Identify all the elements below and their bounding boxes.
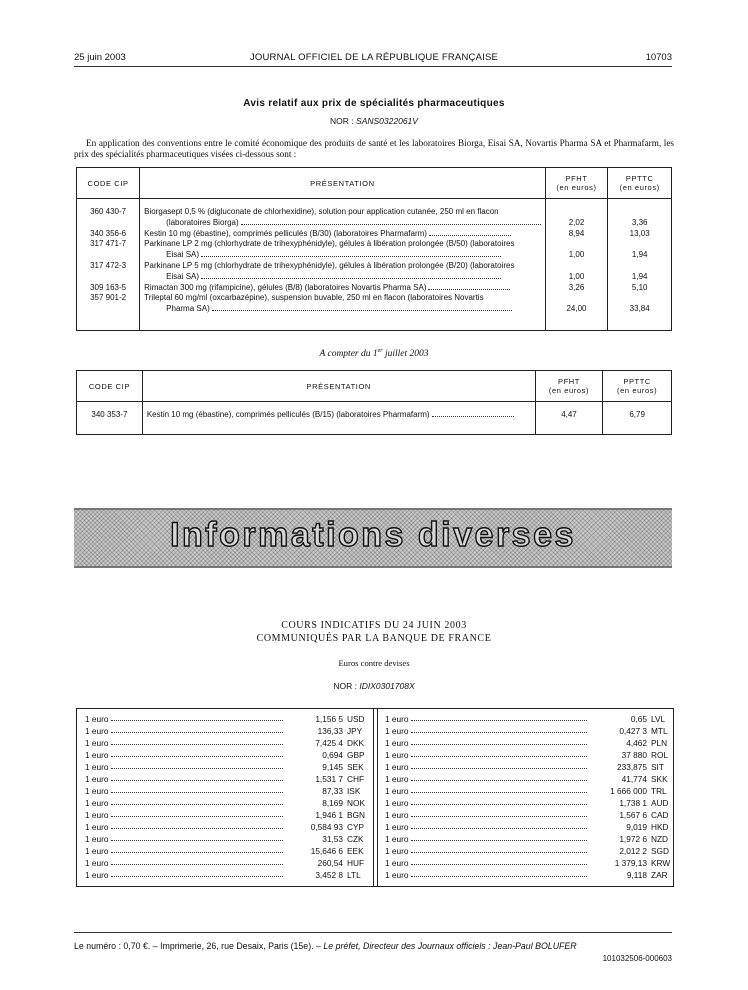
rate-unit-label: 1 euro xyxy=(85,858,109,868)
currency-code: EEK xyxy=(347,846,364,856)
footer-director: Le préfet, Directeur des Journaux officiels : Jean-Paul BOLUFER xyxy=(323,941,577,951)
presentation-line: (laboratoires Biorga) xyxy=(144,218,540,229)
nor-value: SANS0322061V xyxy=(356,116,418,126)
presentation-line: Eisai SA) xyxy=(144,250,540,261)
rate-value: 0,584 93 xyxy=(310,822,343,832)
rate-unit-label: 1 euro xyxy=(385,750,409,760)
rate-row xyxy=(377,833,673,845)
currency-code: USD xyxy=(347,714,365,724)
rate-value: 9,118 xyxy=(626,870,647,880)
currency-code: SEK xyxy=(347,762,364,772)
header-pfht: PFHT (en euros) xyxy=(535,371,603,402)
rate-row xyxy=(377,857,673,869)
dot-leader xyxy=(411,840,587,841)
column-divider xyxy=(373,709,374,886)
dot-leader xyxy=(411,876,587,877)
spacer xyxy=(612,293,667,304)
nor-label: NOR : xyxy=(333,681,357,691)
cip-code-text: 317 471-7 xyxy=(90,239,127,249)
header-presentation: PRÉSENTATION xyxy=(140,168,545,199)
footer-rule xyxy=(74,932,672,933)
pfht-value: 1,00 xyxy=(568,250,585,260)
presentation-line: Parkinane LP 2 mg (chlorhydrate de trihexyphénidyle), gélules à libération prolongée (B/50) (laboratoires xyxy=(144,239,515,249)
header-ppttc: PPTTC (en euros) xyxy=(608,168,672,199)
rate-value: 9,019 xyxy=(626,822,647,832)
rate-value: 4,462 xyxy=(626,738,647,748)
header-code-cip: CODE CIP xyxy=(77,168,140,199)
cip-code-text: 340 356-6 xyxy=(90,228,127,238)
presentation-line: Trileptal 60 mg/ml (oxcarbazépine), suspension buvable, 250 ml en flacon (laboratoires Novartis xyxy=(144,293,484,303)
rate-unit-label: 1 euro xyxy=(385,714,409,724)
rate-value: 260,54 xyxy=(317,858,343,868)
cip-code-text: 309 163-5 xyxy=(90,282,127,292)
dot-leader xyxy=(201,272,501,279)
rate-row xyxy=(77,725,373,737)
dot-leader xyxy=(111,792,283,793)
rate-row xyxy=(77,773,373,785)
presentation-entry xyxy=(144,283,540,294)
rate-value: 15,646 6 xyxy=(310,846,343,856)
ppttc-value: 5,10 xyxy=(631,282,648,292)
dot-leader xyxy=(111,804,283,805)
dot-leader xyxy=(241,218,541,225)
cip-code xyxy=(81,229,135,240)
header-code-cip: CODE CIP xyxy=(77,371,143,402)
rate-row xyxy=(77,797,373,809)
cip-code xyxy=(81,261,135,283)
rate-unit-label: 1 euro xyxy=(85,714,109,724)
rate-value: 1,156 5 xyxy=(315,714,343,724)
dot-leader xyxy=(111,864,283,865)
currency-code: HUF xyxy=(347,858,365,868)
rate-value: 1,531 7 xyxy=(315,774,343,784)
rate-row xyxy=(377,797,673,809)
dot-leader xyxy=(111,876,283,877)
dot-leader xyxy=(111,780,283,781)
dot-leader xyxy=(411,780,587,781)
rate-row xyxy=(377,785,673,797)
dot-leader xyxy=(411,828,587,829)
presentation-line: Biorgasept 0,5 % (digluconate de chlorhexidine), solution pour application cutanée, 250 ml en flacon xyxy=(144,207,499,216)
dot-leader xyxy=(111,744,283,745)
rate-value: 0,427 3 xyxy=(619,726,647,736)
rate-row xyxy=(377,749,673,761)
header-rule xyxy=(74,66,672,67)
price-table-2 xyxy=(76,370,672,435)
notice-nor xyxy=(0,116,748,126)
currency-code: LVL xyxy=(651,714,666,724)
currency-code: CAD xyxy=(651,810,669,820)
ppttc-value: 1,94 xyxy=(631,250,648,260)
rate-row xyxy=(77,749,373,761)
currency-code: GBP xyxy=(347,750,365,760)
presentations-cell xyxy=(142,402,535,435)
page-number: 10703 xyxy=(645,52,672,63)
cip-code-text: 357 901-2 xyxy=(90,293,127,303)
presentation-entry xyxy=(144,207,540,229)
rate-unit-label: 1 euro xyxy=(85,762,109,772)
rate-unit-label: 1 euro xyxy=(385,786,409,796)
nor-label: NOR : xyxy=(330,116,354,126)
cours-title-2: COMMUNIQUÉS PAR LA BANQUE DE FRANCE xyxy=(256,633,492,644)
dot-leader xyxy=(411,864,587,865)
rate-value: 233,875 xyxy=(617,762,647,772)
ppttc-value: 33,84 xyxy=(629,304,650,314)
rates-left-column xyxy=(77,713,373,881)
dot-leader xyxy=(411,816,587,817)
presentation-line: Rimactan 300 mg (rifampicine), gélules (B/8) (laboratoires Novartis Pharma SA) xyxy=(144,283,540,294)
presentation-line: Pharma SA) xyxy=(144,304,540,315)
rate-row xyxy=(77,809,373,821)
dot-leader xyxy=(428,283,510,290)
spacer xyxy=(612,239,667,250)
rate-row xyxy=(377,809,673,821)
currency-code: SKK xyxy=(651,774,668,784)
rate-unit-label: 1 euro xyxy=(385,762,409,772)
rate-unit-label: 1 euro xyxy=(385,798,409,808)
ppttc-value: 6,79 xyxy=(629,410,645,419)
presentations-cell xyxy=(140,199,545,331)
rate-unit-label: 1 euro xyxy=(385,810,409,820)
footer-price: Le numéro : 0,70 €. – Imprimerie, 26, rue Desaix, Paris (15e). – xyxy=(74,941,321,951)
rate-value: 8,169 xyxy=(322,798,343,808)
footer-reference: 101032506-000603 xyxy=(602,954,672,963)
cip-code xyxy=(81,207,135,229)
rate-value: 1,972 6 xyxy=(619,834,647,844)
rate-row xyxy=(377,761,673,773)
price-table-1 xyxy=(76,167,672,331)
rate-row xyxy=(377,869,673,881)
rate-unit-label: 1 euro xyxy=(85,834,109,844)
rate-row xyxy=(77,833,373,845)
rate-unit-label: 1 euro xyxy=(385,774,409,784)
rate-value: 1 379,13 xyxy=(614,858,647,868)
rate-value: 1 666 000 xyxy=(610,786,647,796)
dot-leader xyxy=(111,816,283,817)
presentation-line: Kestin 10 mg (ébastine), comprimés pelliculés (B/30) (laboratoires Pharmafarm) xyxy=(144,229,540,240)
cours-title-1: COURS INDICATIFS DU 24 JUIN 2003 xyxy=(281,620,467,631)
currency-code: SGD xyxy=(651,846,669,856)
currency-code: NOK xyxy=(347,798,365,808)
rate-row xyxy=(377,845,673,857)
cip-code xyxy=(81,410,138,421)
currency-code: CHF xyxy=(347,774,365,784)
dot-leader xyxy=(411,792,587,793)
spacer xyxy=(550,261,604,272)
cours-nor xyxy=(0,681,748,691)
header-pfht: PFHT (en euros) xyxy=(545,168,608,199)
dot-leader xyxy=(411,852,587,853)
currency-code: ZAR xyxy=(651,870,668,880)
currency-code: BGN xyxy=(347,810,365,820)
notice-intro: En application des conventions entre le comité économique des produits de santé et les laboratoires Biorga, Eisai SA, Novartis Pharma SA et Pharmafarm, les prix des spécialités pharmaceutiques visées ci-dessous sont : xyxy=(74,138,674,159)
pfht-value: 1,00 xyxy=(568,271,585,281)
dot-leader xyxy=(411,720,587,721)
rate-unit-label: 1 euro xyxy=(85,822,109,832)
dot-leader xyxy=(111,732,283,733)
cip-code xyxy=(81,283,135,294)
rate-unit-label: 1 euro xyxy=(85,726,109,736)
currency-code: JPY xyxy=(347,726,363,736)
rate-value: 9,145 xyxy=(322,762,343,772)
dot-leader xyxy=(111,756,283,757)
nor-value: IDIX0301708X xyxy=(359,681,415,691)
presentation-entry xyxy=(144,229,540,240)
rate-unit-label: 1 euro xyxy=(85,774,109,784)
rate-row xyxy=(77,869,373,881)
rate-value: 1,738 1 xyxy=(619,798,647,808)
rate-value: 7,425 4 xyxy=(315,738,343,748)
codes-cell xyxy=(77,402,143,435)
dot-leader xyxy=(411,768,587,769)
section-subtitle: A compter du 1er juillet 2003 xyxy=(319,348,429,360)
rate-unit-label: 1 euro xyxy=(85,810,109,820)
notice-title: Avis relatif aux prix de spécialités pharmaceutiques xyxy=(243,98,505,109)
rate-unit-label: 1 euro xyxy=(85,738,109,748)
spacer xyxy=(81,250,135,261)
spacer xyxy=(612,207,667,218)
presentation-entry xyxy=(144,261,540,283)
dot-leader xyxy=(212,304,512,311)
currency-code: AUD xyxy=(651,798,669,808)
rate-value: 136,33 xyxy=(317,726,343,736)
currency-code: SIT xyxy=(651,762,664,772)
currency-code: TRL xyxy=(651,786,667,796)
currency-code: ROL xyxy=(651,750,669,760)
currency-code: CYP xyxy=(347,822,365,832)
presentation-line: Eisai SA) xyxy=(144,272,540,283)
presentation-line: Kestin 10 mg (ébastine), comprimés pelliculés (B/15) (laboratoires Pharmafarm) xyxy=(147,410,531,421)
dot-leader xyxy=(432,410,514,417)
spacer xyxy=(612,261,667,272)
rate-row xyxy=(377,737,673,749)
header-ppttc: PPTTC (en euros) xyxy=(603,371,672,402)
spacer xyxy=(81,218,135,229)
rate-value: 37 880 xyxy=(621,750,647,760)
rate-row xyxy=(77,821,373,833)
rate-row xyxy=(77,785,373,797)
rate-value: 2,012 2 xyxy=(619,846,647,856)
rate-value: 3,452 8 xyxy=(315,870,343,880)
currency-code: KRW xyxy=(651,858,671,868)
rate-unit-label: 1 euro xyxy=(85,786,109,796)
rate-value: 41,774 xyxy=(621,774,647,784)
dot-leader xyxy=(429,229,511,236)
pfht-cell xyxy=(535,402,603,435)
rate-row xyxy=(77,857,373,869)
dot-leader xyxy=(411,756,587,757)
ppttc-value: 1,94 xyxy=(631,271,648,281)
pfht-value: 4,47 xyxy=(561,410,577,419)
spacer xyxy=(550,293,604,304)
dot-leader xyxy=(111,720,283,721)
rate-unit-label: 1 euro xyxy=(385,822,409,832)
currency-code: MTL xyxy=(651,726,668,736)
rate-unit-label: 1 euro xyxy=(385,738,409,748)
currency-code: CZK xyxy=(347,834,364,844)
dot-leader xyxy=(411,804,587,805)
rate-unit-label: 1 euro xyxy=(385,834,409,844)
rate-value: 0,694 xyxy=(322,750,343,760)
rate-row xyxy=(77,845,373,857)
rate-value: 1,946 1 xyxy=(315,810,343,820)
rate-row xyxy=(77,713,373,725)
rate-unit-label: 1 euro xyxy=(385,846,409,856)
rate-row xyxy=(377,821,673,833)
rate-unit-label: 1 euro xyxy=(85,798,109,808)
currency-code: LTL xyxy=(347,870,361,880)
presentation-entry xyxy=(147,410,531,421)
section-banner xyxy=(74,508,672,568)
pfht-value: 8,94 xyxy=(568,228,585,238)
spacer xyxy=(550,207,604,218)
rate-unit-label: 1 euro xyxy=(385,858,409,868)
currency-code: DKK xyxy=(347,738,365,748)
rate-row xyxy=(377,725,673,737)
pfht-cell xyxy=(545,199,608,331)
spacer xyxy=(81,272,135,283)
rate-value: 87,33 xyxy=(322,786,343,796)
presentation-entry xyxy=(144,293,540,315)
ppttc-cell xyxy=(603,402,672,435)
cip-code-text: 340 353-7 xyxy=(91,410,128,419)
dot-leader xyxy=(111,768,283,769)
rate-row xyxy=(77,761,373,773)
rate-unit-label: 1 euro xyxy=(85,750,109,760)
rate-unit-label: 1 euro xyxy=(385,726,409,736)
pfht-value: 3,26 xyxy=(568,282,585,292)
spacer xyxy=(81,304,135,315)
presentation-line: Parkinane LP 5 mg (chlorhydrate de trihexyphénidyle), gélules à libération prolongée (B/20) (laboratoires xyxy=(144,260,515,270)
header-presentation: PRÉSENTATION xyxy=(142,371,535,402)
currency-code: HKD xyxy=(651,822,669,832)
rate-unit-label: 1 euro xyxy=(85,846,109,856)
footer-imprint xyxy=(74,941,672,951)
cip-code-text: 317 472-3 xyxy=(90,260,127,270)
dot-leader xyxy=(111,852,283,853)
dot-leader xyxy=(411,732,587,733)
rate-value: 31,53 xyxy=(322,834,343,844)
journal-title: JOURNAL OFFICIEL DE LA RÉPUBLIQUE FRANÇAISE xyxy=(249,52,499,63)
presentation-entry xyxy=(144,239,540,261)
rate-row xyxy=(377,713,673,725)
ppttc-value: 13,03 xyxy=(629,228,650,238)
dot-leader xyxy=(111,828,283,829)
ppttc-value: 3,36 xyxy=(631,217,648,227)
rate-value: 1,567 6 xyxy=(619,810,647,820)
ppttc-cell xyxy=(608,199,672,331)
rate-unit-label: 1 euro xyxy=(385,870,409,880)
cip-code xyxy=(81,293,135,315)
pfht-value: 2,02 xyxy=(568,217,585,227)
rate-row xyxy=(377,773,673,785)
banner-title: Informations diverses xyxy=(170,516,576,554)
cip-code-text: 360 430-7 xyxy=(90,207,127,216)
rates-right-column xyxy=(377,713,673,881)
currency-code: PLN xyxy=(651,738,668,748)
codes-cell xyxy=(77,199,140,331)
currency-code: NZD xyxy=(651,834,669,844)
rate-unit-label: 1 euro xyxy=(85,870,109,880)
dot-leader xyxy=(201,250,501,257)
currency-code: ISK xyxy=(347,786,361,796)
issue-date: 25 juin 2003 xyxy=(74,52,126,63)
dot-leader xyxy=(411,744,587,745)
cours-subtitle: Euros contre devises xyxy=(338,658,410,668)
pfht-value: 24,00 xyxy=(566,304,587,314)
spacer xyxy=(550,239,604,250)
rate-row xyxy=(77,737,373,749)
rate-value: 0,65 xyxy=(630,714,647,724)
exchange-rates-box xyxy=(76,708,674,887)
cip-code xyxy=(81,239,135,261)
dot-leader xyxy=(111,840,283,841)
